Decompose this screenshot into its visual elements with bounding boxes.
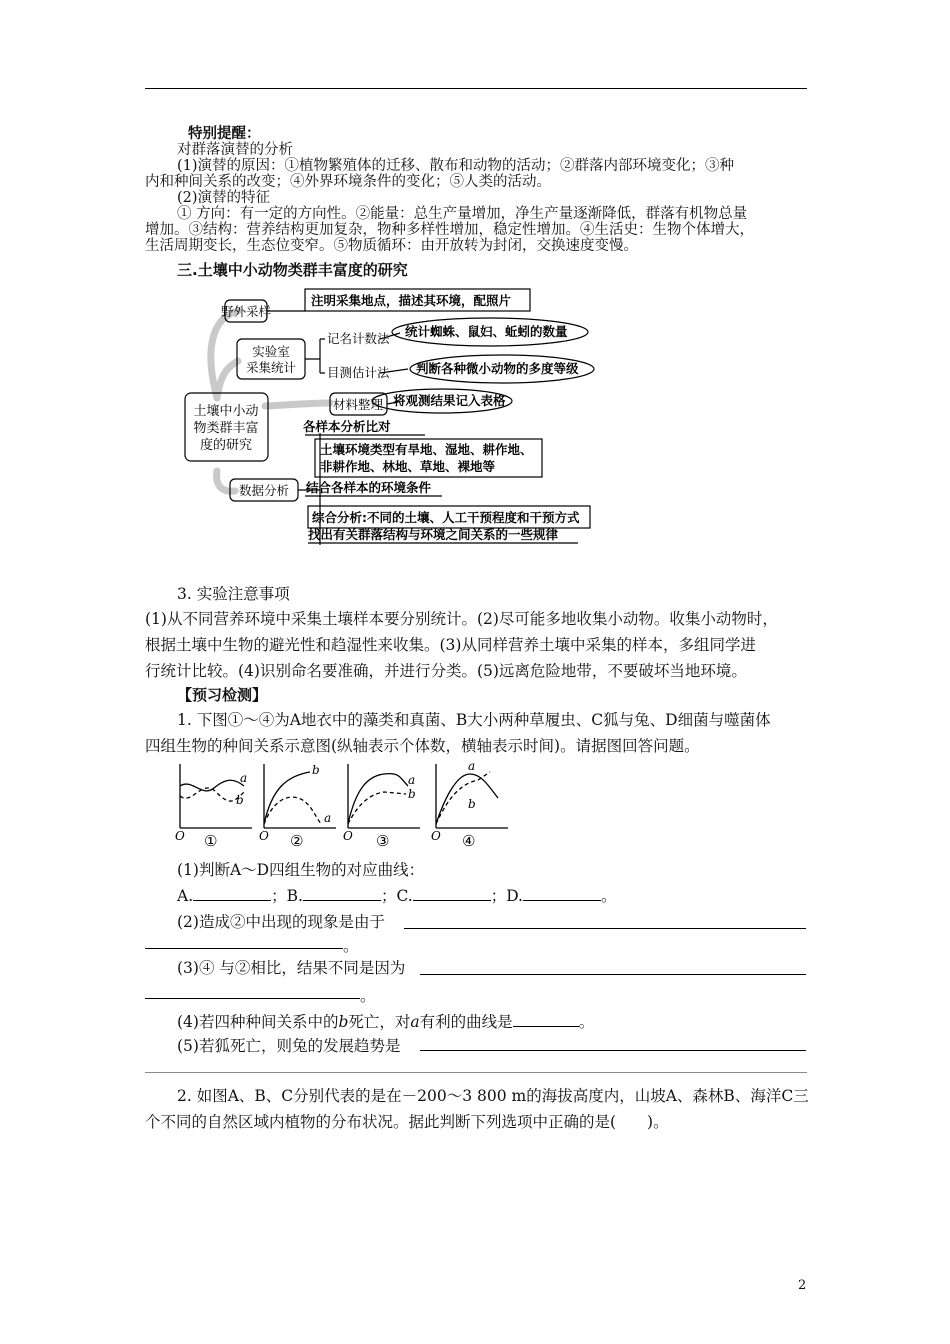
material-note: 将观测结果记入表格 (393, 393, 506, 408)
synth-text: 综合分析:不同的土壤、人工干预程度和干预方式 (312, 510, 580, 525)
compare-text: 各样本分析比对 (303, 419, 391, 434)
combine-text: 结合各样本的环境条件 (306, 480, 432, 495)
q1-line: 四组生物的种间关系示意图(纵轴表示个体数，横轴表示时间)。请据图回答问题。 (145, 737, 700, 755)
divider (145, 1072, 807, 1073)
svg-text:非耕作地、林地、草地、裸地等: 非耕作地、林地、草地、裸地等 (320, 459, 496, 474)
reminder-line: 增加。③结构：营养结构更加复杂，物种多样性增加，稳定性增加。④生活史：生物个体增大， (145, 222, 754, 238)
answer-blank[interactable] (413, 886, 491, 901)
reminder-line: ① 方向：有一定的方向性。②能量：总生产量增加，净生产量逐渐降低，群落有机物总量 (177, 206, 748, 222)
law-text: 找出有关群落结构与环境之间关系的一些规律 (308, 527, 559, 542)
reminder-line: 生活周期变长，生态位变窄。⑤物质循环：由开放转为封闭，交换速度变慢。 (145, 238, 638, 254)
reminder-line: 内和种间关系的改变；④外界环境条件的变化；⑤人类的活动。 (145, 174, 551, 190)
q2-line: 个不同的自然区域内植物的分布状况。据此判断下列选项中正确的是( )。 (145, 1113, 669, 1131)
q1-line: 1. 下图①～④为A地衣中的藻类和真菌、B大小两种草履虫、C狐与兔、D细菌与噬菌体 (177, 711, 771, 729)
page-number: 2 (798, 1278, 807, 1293)
reminder-line: (1)演替的原因：①植物繁殖体的迁移、散布和动物的活动；②群落内部环境变化；③种 (177, 158, 735, 174)
notes-heading: 3. 实验注意事项 (177, 585, 290, 603)
sub-question-4: (4)若四种种间关系中的b死亡，对a有利的曲线是 。 (177, 1013, 595, 1031)
svg-text:a: a (408, 773, 416, 787)
data-label: 数据分析 (238, 483, 290, 498)
answer-line[interactable] (145, 998, 360, 999)
graph-num: ① (204, 832, 218, 850)
svg-text:O: O (343, 829, 353, 843)
svg-text:O: O (175, 829, 185, 843)
svg-text:b: b (236, 793, 244, 807)
sub-question-1: (1)判断A～D四组生物的对应曲线： (177, 861, 425, 879)
preview-heading: 【预习检测】 (177, 686, 268, 704)
header-rule (145, 88, 807, 89)
graph-num: ② (290, 832, 304, 850)
graph-num: ④ (462, 832, 476, 850)
answer-blank[interactable] (193, 886, 271, 901)
answer-blank[interactable] (513, 1012, 579, 1027)
q2-line: 2. 如图A、B、C分别代表的是在－200～3 800 m的海拔高度内，山坡A、森林B、海洋C三 (177, 1087, 809, 1105)
svg-text:物类群丰富: 物类群丰富 (193, 421, 259, 436)
reminder-title: 特别提醒： (188, 126, 261, 142)
mindmap-diagram (180, 283, 605, 553)
lab-label: 实验室 (252, 344, 290, 359)
reminder-line: (2)演替的特征 (177, 190, 271, 206)
root-text: 土壤中小动 (193, 404, 259, 419)
svg-text:b: b (468, 797, 476, 811)
answer-line[interactable] (420, 974, 806, 975)
section3-title: 三.土壤中小动物类群丰富度的研究 (177, 261, 408, 279)
field-label: 野外采样 (220, 304, 272, 319)
graph-num: ③ (376, 832, 390, 850)
answer-blank[interactable] (303, 886, 381, 901)
method1: 记名计数法 (327, 331, 390, 346)
svg-text:b: b (408, 787, 416, 801)
material-label: 材料整理 (332, 397, 384, 412)
svg-text:O: O (259, 829, 269, 843)
svg-text:a: a (468, 759, 476, 773)
svg-text:a: a (324, 811, 332, 825)
method2: 目测估计法 (327, 365, 390, 380)
answer-line[interactable] (404, 928, 806, 929)
svg-text:度的研究: 度的研究 (199, 438, 253, 453)
sub-question-5: (5)若狐死亡，则兔的发展趋势是 (177, 1037, 401, 1055)
notes-paragraph: (1)从不同营养环境中采集土壤样本要分别统计。(2)尽可能多地收集小动物。收集小动物时， 根据土壤中生物的避光性和趋湿性来收集。(3)从同样营养土壤中采集的样本，多组同学进 行统计比较。(4)识别命名要准确，并进行分类。(5)远离危险地带，不要破坏当地环境。 (145, 610, 778, 680)
method1-note: 统计蜘蛛、鼠妇、蚯蚓的数量 (405, 324, 568, 339)
sub-question-3: (3)④ 与②相比，结果不同是因为 (177, 959, 406, 977)
reminder-subtitle: 对群落演替的分析 (177, 142, 293, 158)
sub-question-2: (2)造成②中出现的现象是由于 (177, 913, 385, 931)
soil-types: 土壤环境类型有旱地、湿地、耕作地、 (320, 442, 533, 457)
answer-line[interactable] (420, 1050, 806, 1051)
svg-text:a: a (240, 771, 248, 785)
interaction-graphs (172, 758, 512, 850)
answer-blank[interactable] (523, 886, 601, 901)
answer-row-1: A. ；B. ；C. ；D. 。 (177, 887, 617, 905)
field-note: 注明采集地点，描述其环境，配照片 (311, 293, 512, 308)
answer-line[interactable] (145, 948, 343, 949)
svg-text:O: O (431, 829, 441, 843)
svg-text:b: b (312, 763, 320, 777)
method2-note: 判断各种微小动物的多度等级 (416, 361, 579, 376)
svg-text:采集统计: 采集统计 (245, 360, 297, 375)
